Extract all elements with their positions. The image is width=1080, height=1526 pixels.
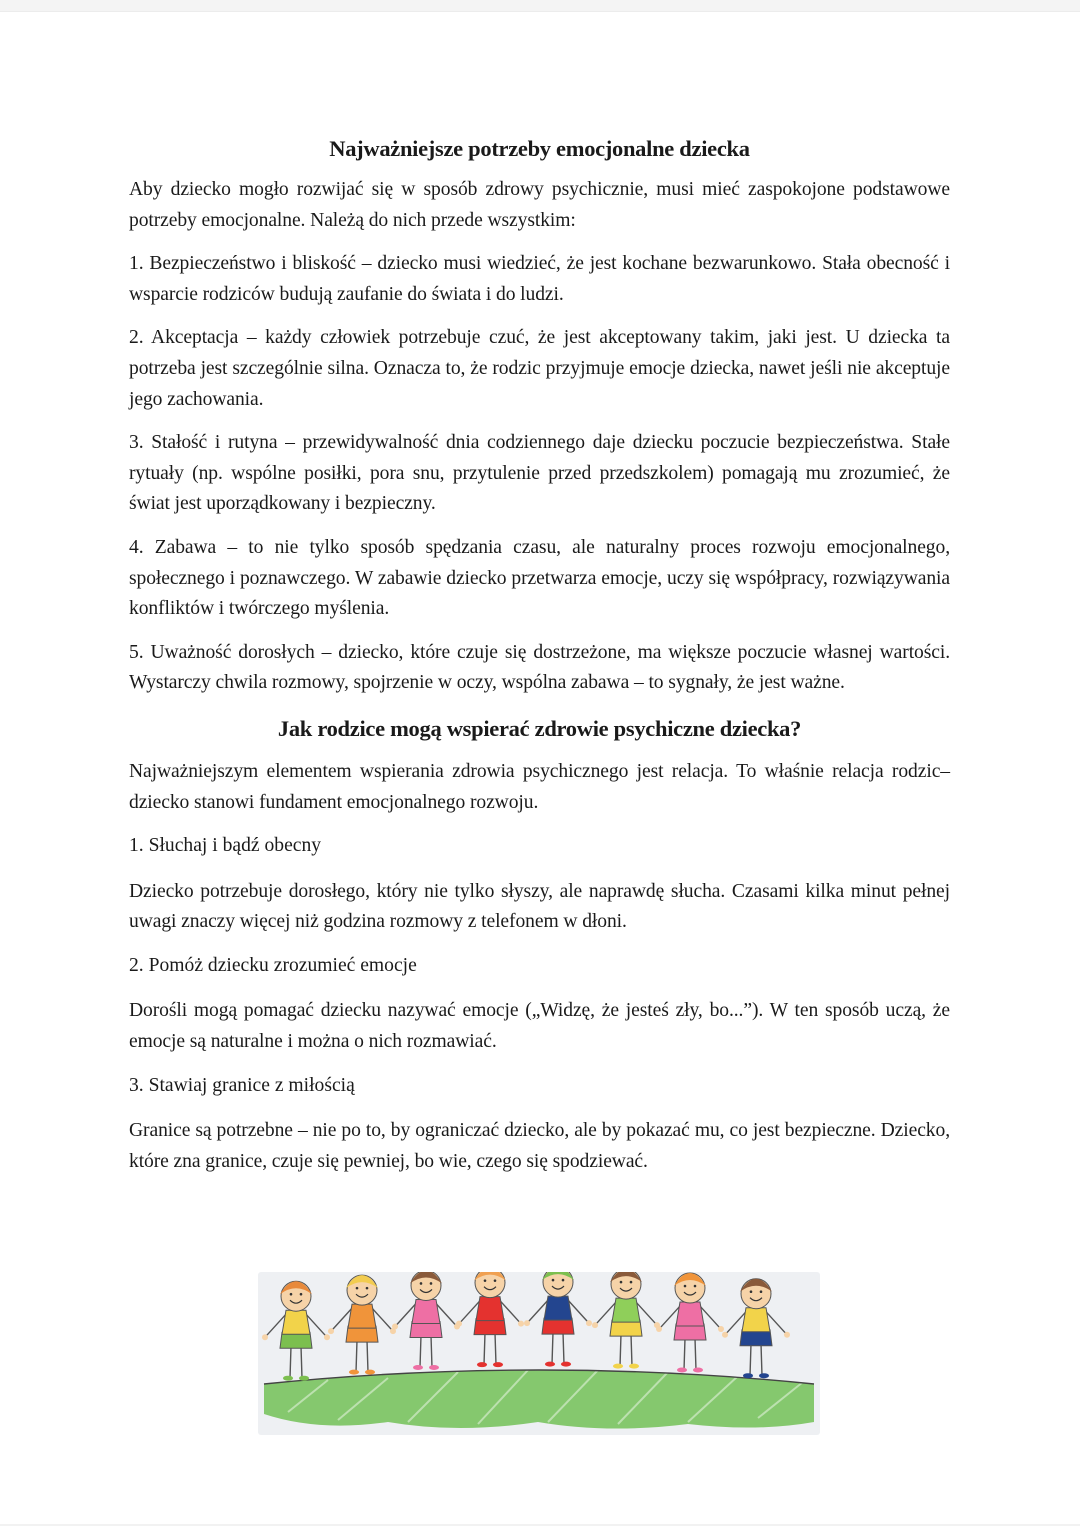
grass-hill (264, 1370, 814, 1429)
support-intro-paragraph: Najważniejszym elementem wspierania zdrowia psychicznego jest relacja. To właśnie relacja rodzic–dziecko stanowi fundament emocjonalnego rozwoju. (129, 760, 950, 813)
tip-title-1: 1. Słuchaj i bądź obecny (129, 835, 322, 857)
tip-title-3: 3. Stawiaj granice z miłością (129, 1074, 355, 1096)
tip-body-3: Granice są potrzebne – nie po to, by ograniczać dziecko, ale by pokazać mu, co jest bezpieczne. Dziecko, które zna granice, czuje się pewniej, bo wie, czego się spodziewać. (129, 1120, 950, 1172)
need-item-2: 2. Akceptacja – każdy człowiek potrzebuje czuć, że jest akceptowany takim, jaki jest. U dziecka ta potrzeba jest szczególnie silna. Oznacza to, że rodzic przyjmuje emocje dziecka, nawet jeśli nie akceptuje jego zachowania. (129, 327, 950, 410)
need-item-3: 3. Stałość i rutyna – przewidywalność dnia codziennego daje dziecku poczucie bezpieczeństwa. Stałe rytuały (np. wspólne posiłki, pora snu, przytulenie przed przedszkolem) pomagają mu zrozumieć, że świat jest uporządkowany i bezpieczny. (129, 432, 950, 515)
intro-paragraph: Aby dziecko mogło rozwijać się w sposób zdrowy psychicznie, musi mieć zaspokojone podstawowe potrzeby emocjonalne. Należą do nich przede wszystkim: (129, 179, 950, 231)
document-page (129, 133, 950, 1190)
child-figure (524, 1272, 592, 1367)
section-heading-emotional-needs: Najważniejsze potrzeby emocjonalne dziecka (329, 136, 750, 161)
tip-title-2: 2. Pomóż dziecku zrozumieć emocje (129, 954, 417, 976)
need-item-5: 5. Uważność dorosłych – dziecko, które czuje się dostrzeżone, ma większe poczucie własnej wartości. Wystarczy chwila rozmowy, spojrzenie w oczy, wspólna zabawa – to sygnały, że jest ważne. (129, 641, 950, 694)
children-holding-hands-drawing (258, 1272, 820, 1435)
child-figure (328, 1275, 396, 1375)
children-illustration-image (258, 1272, 820, 1435)
need-item-1: 1. Bezpieczeństwo i bliskość – dziecko musi wiedzieć, że jest kochane bezwarunkowo. Stała obecność i wsparcie rodziców budują zaufanie do świata i do ludzi. (129, 253, 950, 305)
tip-body-2: Dorośli mogą pomagać dziecku nazywać emocje („Widzę, że jesteś zły, bo...”). W ten sposób uczą, że emocje są naturalne i można o nich rozmawiać. (129, 1000, 950, 1053)
child-figure (592, 1272, 660, 1369)
child-figure (456, 1272, 524, 1367)
child-figure (656, 1273, 724, 1373)
section-heading-parent-support: Jak rodzice mogą wspierać zdrowie psychiczne dziecka? (277, 715, 802, 741)
child-figure (722, 1279, 790, 1379)
need-item-4: 4. Zabawa – to nie tylko sposób spędzania czasu, ale naturalny proces rozwoju emocjonalnego, społecznego i poznawczego. W zabawie dziecko przetwarza emocje, uczy się współpracy, rozwiązywania konfliktów i twórczego myślenia. (129, 536, 950, 620)
tip-body-1: Dziecko potrzebuje dorosłego, który nie tylko słyszy, ale naprawdę słucha. Czasami kilka minut pełnej uwagi znaczy więcej niż godzina rozmowy z telefonem w dłoni. (129, 880, 950, 933)
child-figure (262, 1281, 330, 1381)
child-figure (392, 1272, 460, 1370)
top-toolbar-strip (0, 0, 1080, 12)
